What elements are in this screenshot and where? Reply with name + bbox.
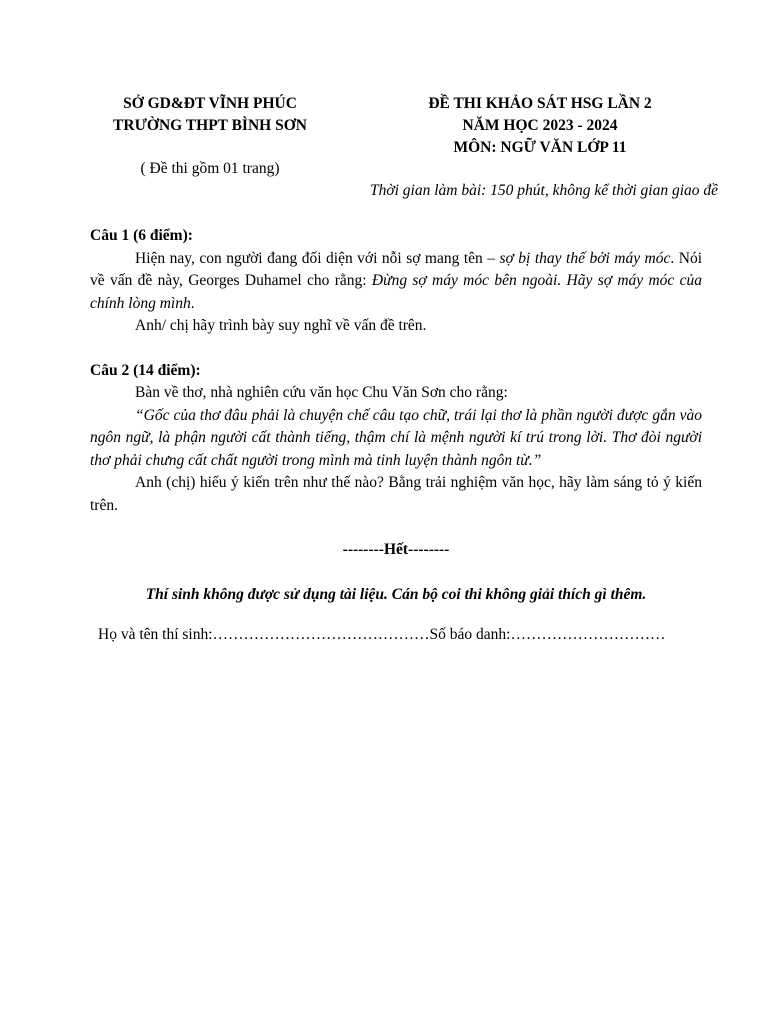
school-year: NĂM HỌC 2023 - 2024 [462, 117, 618, 134]
q2-quote-text: “Gốc của thơ đâu phải là chuyện chế câu tạo chữ, trái lại thơ là phần người được gắn vào ngôn ngữ, là phận người cất thành tiếng, thậm chí là mệnh người kí trú trong lời. Thơ đòi người thơ phải chưng cất chất người trong mình mà tinh luyện thành ngôn từ.” [90, 406, 702, 469]
question-1-prompt: Anh/ chị hãy trình bày suy nghĩ về vấn đề trên. [135, 317, 427, 334]
question-2-prompt: Anh (chị) hiểu ý kiến trên như thế nào? Bằng trải nghiệm văn học, hãy làm sáng tỏ ý kiến trên. [90, 474, 702, 514]
candidate-id-field[interactable]: ………………………… [510, 626, 666, 643]
subject-line: MÔN: NGỮ VĂN LỚP 11 [453, 139, 627, 156]
exam-title: ĐỀ THI KHẢO SÁT HSG LẦN 2 [428, 95, 652, 112]
school-name: TRƯỜNG THPT BÌNH SƠN [113, 117, 307, 134]
candidate-name-label: Họ và tên thí sinh: [98, 626, 213, 643]
header-right [390, 93, 690, 159]
q1-italic-phrase: sợ bị thay thế bởi máy móc [499, 249, 671, 267]
q1-text-tail: . Nói về vấn đề này, Georges Duhamel cho rằng: [90, 249, 703, 289]
exam-body [90, 225, 702, 606]
pages-note: ( Đề thi gồm 01 trang) [140, 160, 280, 177]
question-2-quote [90, 405, 702, 473]
spacer [90, 517, 702, 539]
question-2-intro: Bàn về thơ, nhà nghiên cứu văn học Chu Văn Sơn cho rằng: [135, 384, 508, 401]
question-2-title: Câu 2 (14 điểm): [90, 361, 201, 379]
department-name: SỞ GD&ĐT VĨNH PHÚC [123, 95, 297, 112]
spacer [90, 338, 702, 360]
q1-text: Hiện nay, con người đang đối diện với nỗi sợ mang tên – [135, 249, 500, 267]
spacer [90, 562, 702, 584]
candidate-name-field[interactable]: …………………………………… [212, 626, 430, 643]
q1-end: . [190, 294, 195, 312]
end-mark: --------Hết-------- [342, 541, 450, 558]
header-left [60, 93, 360, 137]
question-1-paragraph [90, 248, 702, 316]
exam-note: Thí sinh không được sử dụng tài liệu. Cán bộ coi thi không giải thích gì thêm. [145, 585, 647, 603]
time-note: Thời gian làm bài: 150 phút, không kể thời gian giao đề [369, 182, 718, 199]
q1-quote: Đừng sợ máy móc bên ngoài. Hãy sợ máy móc của chính lòng mình [90, 272, 702, 312]
candidate-info-line [98, 624, 718, 646]
question-1-title: Câu 1 (6 điểm): [90, 227, 193, 244]
candidate-id-label: Số báo danh: [429, 626, 511, 643]
